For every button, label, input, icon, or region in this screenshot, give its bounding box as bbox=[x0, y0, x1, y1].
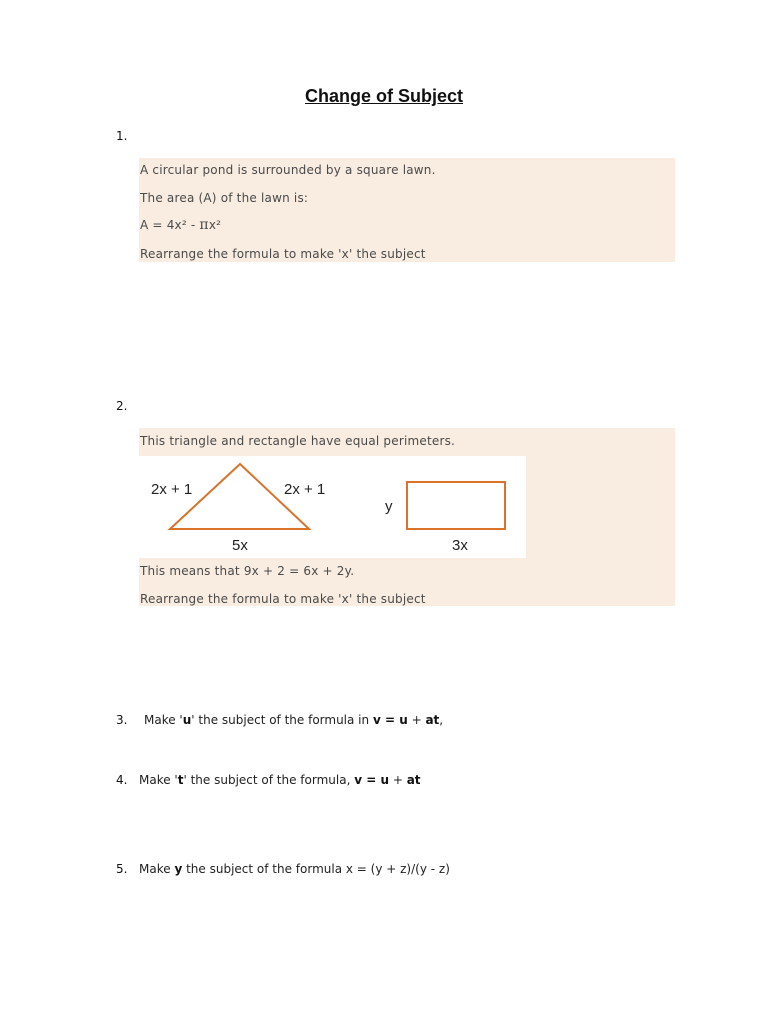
question-3-number: 3. bbox=[116, 713, 128, 727]
q3-formula-equals: = bbox=[380, 713, 400, 727]
q4-formula-u: u bbox=[380, 773, 389, 787]
q3-formula-at: at bbox=[425, 713, 440, 727]
pi-symbol: π bbox=[199, 217, 209, 233]
q5-text-part: the subject of the formula x = (y + z)/(y - z) bbox=[182, 862, 450, 876]
q4-formula-at: at bbox=[406, 773, 421, 787]
question-1-formula bbox=[140, 217, 221, 233]
question-4-number: 4. bbox=[116, 773, 128, 787]
formula-suffix: x² bbox=[208, 218, 222, 232]
page-title: Change of Subject bbox=[304, 86, 463, 106]
question-3-text bbox=[144, 713, 443, 727]
q3-variable: u bbox=[182, 713, 192, 727]
question-5-number: 5. bbox=[116, 862, 128, 876]
question-1-line-4: Rearrange the formula to make 'x' the subject bbox=[140, 247, 426, 261]
question-5-text bbox=[139, 862, 450, 876]
question-2-number: 2. bbox=[116, 399, 128, 413]
q3-formula-plus: + bbox=[407, 713, 426, 727]
question-2-line-2: This means that 9x + 2 = 6x + 2y. bbox=[140, 564, 355, 578]
q3-text-end: , bbox=[439, 713, 444, 727]
question-2-line-3: Rearrange the formula to make 'x' the subject bbox=[140, 592, 426, 606]
question-1-number: 1. bbox=[116, 129, 128, 143]
question-4-text bbox=[139, 773, 421, 787]
q4-text-part: Make ' bbox=[139, 773, 178, 787]
q5-text-part: Make bbox=[139, 862, 175, 876]
rectangle-base-label: 3x bbox=[452, 537, 468, 554]
q3-text-part: Make ' bbox=[144, 713, 183, 727]
q5-variable: y bbox=[174, 862, 183, 876]
q3-formula-u: u bbox=[399, 713, 408, 727]
question-2-intro: This triangle and rectangle have equal perimeters. bbox=[140, 434, 456, 448]
triangle-left-label: 2x + 1 bbox=[151, 481, 193, 498]
rectangle-side-label: y bbox=[385, 498, 393, 515]
q4-text-part: ' the subject of the formula, bbox=[183, 773, 355, 787]
question-1-line-1: A circular pond is surrounded by a square lawn. bbox=[140, 163, 436, 177]
shapes-figure bbox=[139, 456, 526, 558]
triangle-base-label: 5x bbox=[232, 537, 248, 554]
q4-formula-equals: = bbox=[362, 773, 381, 787]
triangle-right-label: 2x + 1 bbox=[284, 481, 326, 498]
q4-formula-v: v bbox=[354, 773, 363, 787]
q4-variable: t bbox=[177, 773, 184, 787]
q3-formula-v: v bbox=[372, 713, 381, 727]
q4-formula-plus: + bbox=[389, 773, 407, 787]
question-1-line-2: The area (A) of the lawn is: bbox=[140, 191, 309, 205]
formula-prefix: A = 4x² - bbox=[140, 218, 200, 232]
rectangle-shape bbox=[407, 482, 505, 529]
q3-text-part: ' the subject of the formula in bbox=[191, 713, 373, 727]
